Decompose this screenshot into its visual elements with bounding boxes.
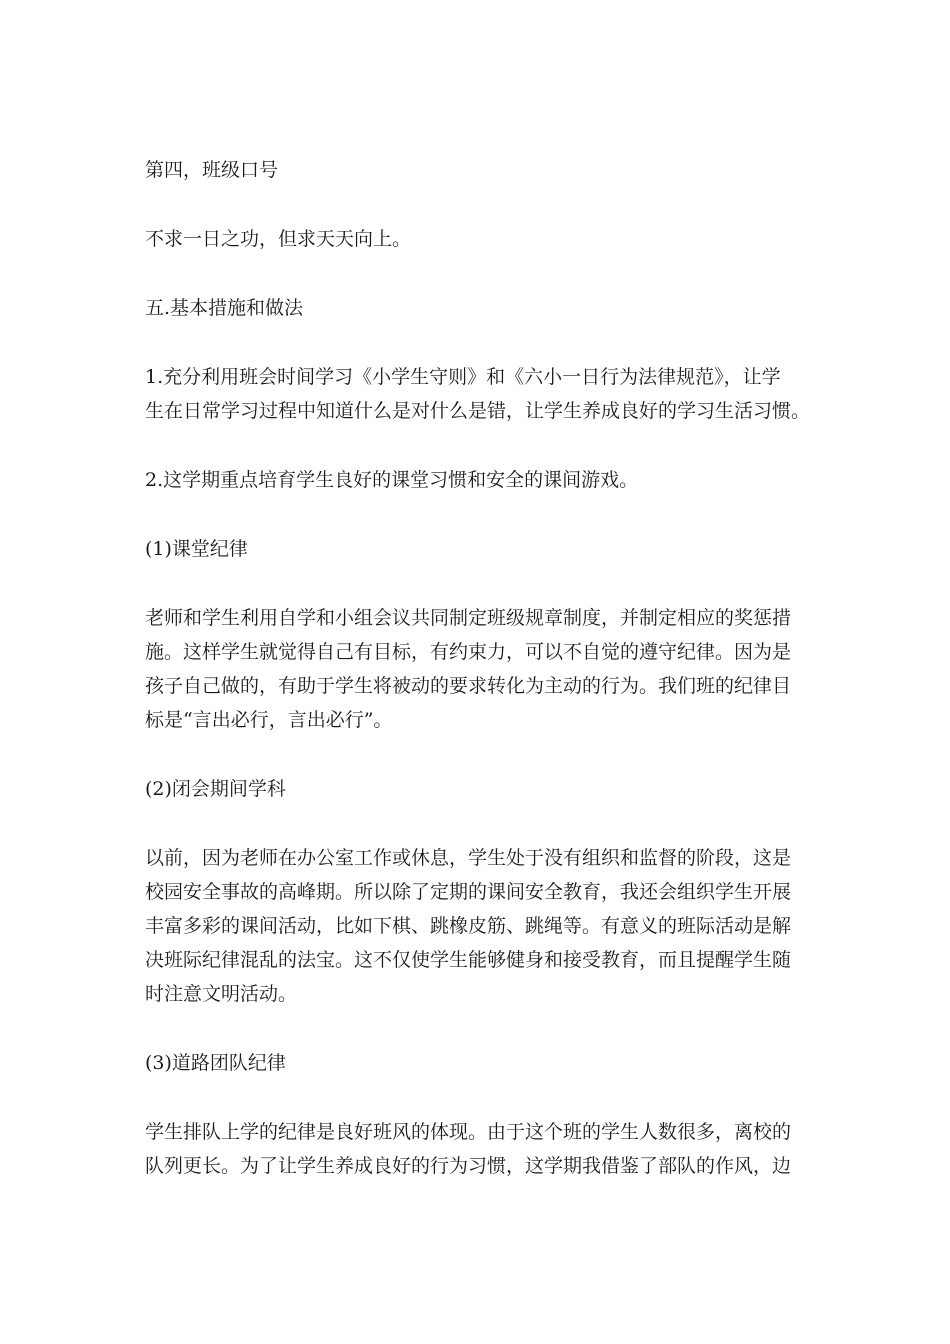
text-line: 不求一日之功，但求天天向上。 (145, 228, 412, 250)
text-line: (1)课堂纪律 (145, 538, 248, 560)
text-line: 标是“言出必行，言出必行”。 (145, 709, 393, 731)
text-line: 2.这学期重点培育学生良好的课堂习惯和安全的课间游戏。 (145, 469, 639, 491)
slogan-text (145, 222, 805, 256)
text-line: 校园安全事故的高峰期。所以除了定期的课间安全教育，我还会组织学生开展 (145, 881, 792, 903)
text-line: 生在日常学习过程中知道什么是对什么是错，让学生养成良好的学习生活习惯。 (145, 400, 811, 422)
text-line: 队列更长。为了让学生养成良好的行为习惯，这学期我借鉴了部队的作风，边 (145, 1155, 792, 1177)
text-line: 时注意文明活动。 (145, 983, 298, 1005)
text-line: 施。这样学生就觉得自己有目标，有约束力，可以不自觉的遵守纪律。因为是 (145, 641, 792, 663)
text-line: 决班际纪律混乱的法宝。这不仅使学生能够健身和接受教育，而且提醒学生随 (145, 949, 792, 971)
subheading-road-team-discipline (145, 1046, 805, 1080)
heading-class-slogan (145, 153, 805, 187)
paragraph-classroom-discipline (145, 601, 805, 737)
document-body (145, 153, 811, 1218)
text-line: 老师和学生利用自学和小组会议共同制定班级规章制度，并制定相应的奖惩措 (145, 607, 792, 629)
paragraph-item-2 (145, 463, 805, 497)
text-line: 以前，因为老师在办公室工作或休息，学生处于没有组织和监督的阶段，这是 (145, 847, 792, 869)
text-line: 孩子自己做的，有助于学生将被动的要求转化为主动的行为。我们班的纪律目 (145, 675, 792, 697)
text-line: (3)道路团队纪律 (145, 1052, 286, 1074)
subheading-recess-period (145, 772, 805, 806)
paragraph-recess-period (145, 841, 805, 1011)
text-line: 五.基本措施和做法 (145, 297, 304, 319)
paragraph-item-1 (145, 360, 811, 428)
subheading-classroom-discipline (145, 532, 805, 566)
text-line: 学生排队上学的纪律是良好班风的体现。由于这个班的学生人数很多，离校的 (145, 1121, 792, 1143)
text-line: 1.充分利用班会时间学习《小学生守则》和《六小一日行为法律规范》，让学 (145, 366, 781, 388)
paragraph-road-team-discipline (145, 1115, 805, 1183)
text-line: 第四，班级口号 (145, 159, 279, 181)
heading-basic-measures (145, 291, 805, 325)
text-line: (2)闭会期间学科 (145, 778, 286, 800)
text-line: 丰富多彩的课间活动，比如下棋、跳橡皮筋、跳绳等。有意义的班际活动是解 (145, 915, 792, 937)
